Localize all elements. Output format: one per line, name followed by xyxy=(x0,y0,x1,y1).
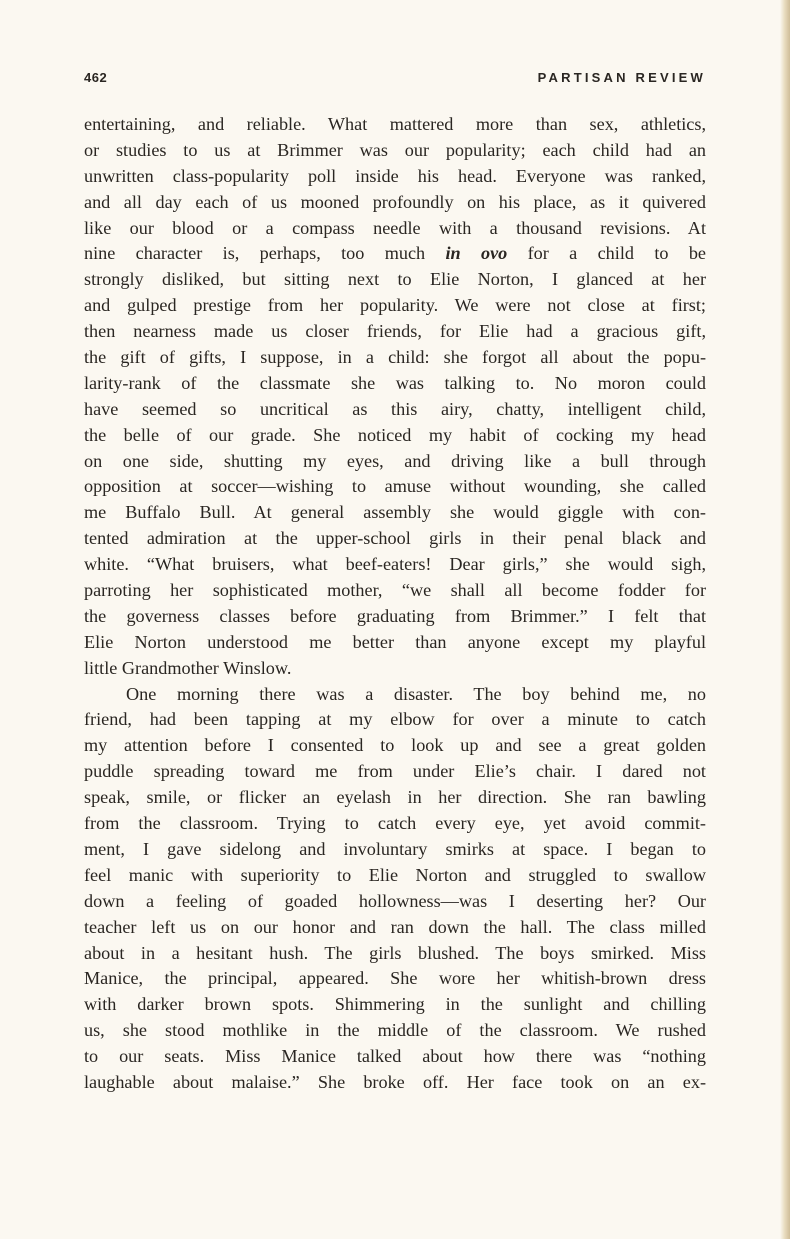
page-edge-shadow xyxy=(780,0,790,1239)
text-line: and gulped prestige from her popularity. We were not close at first; xyxy=(84,295,706,316)
text-line: and all day each of us mooned profoundly on his place, as it quivered xyxy=(84,191,706,212)
text-line: or studies to us at Brimmer was our popularity; each child had an xyxy=(84,139,706,160)
text-line: from the classroom. Trying to catch every eye, yet avoid commit- xyxy=(84,813,706,834)
text-line-segment: for a child to be xyxy=(507,243,706,264)
text-line: larity-rank of the classmate she was talking to. No moron could xyxy=(84,372,706,393)
paragraph-1 xyxy=(84,112,706,682)
text-line: Elie Norton understood me better than anyone except my playful xyxy=(84,631,706,652)
text-line: then nearness made us closer friends, for Elie had a gracious gift, xyxy=(84,321,706,342)
text-line: like our blood or a compass needle with a thousand revisions. At xyxy=(84,217,706,238)
text-line: ment, I gave sidelong and involuntary smirks at space. I began to xyxy=(84,838,706,859)
text-line: on one side, shutting my eyes, and driving like a bull through xyxy=(84,450,706,471)
text-line: friend, had been tapping at my elbow for over a minute to catch xyxy=(84,709,706,730)
page-number: 462 xyxy=(84,70,108,85)
text-line: the belle of our grade. She noticed my habit of cocking my head xyxy=(84,424,706,445)
text-line: parroting her sophisticated mother, “we shall all become fodder for xyxy=(84,580,706,601)
text-line: speak, smile, or flicker an eyelash in her direction. She ran bawling xyxy=(84,787,706,808)
text-line: us, she stood mothlike in the middle of the classroom. We rushed xyxy=(84,1020,706,1041)
italic-phrase: in ovo xyxy=(445,243,508,264)
text-line: strongly disliked, but sitting next to Elie Norton, I glanced at her xyxy=(84,269,706,290)
paragraph-2 xyxy=(84,682,706,1096)
text-line: teacher left us on our honor and ran down the hall. The class milled xyxy=(84,916,706,937)
text-line: little Grandmother Winslow. xyxy=(84,657,292,678)
text-line: have seemed so uncritical as this airy, chatty, intelligent child, xyxy=(84,398,706,419)
text-line: feel manic with superiority to Elie Norton and struggled to swallow xyxy=(84,864,706,885)
text-line: tented admiration at the upper-school girls in their penal black and xyxy=(84,528,706,549)
text-line: my attention before I consented to look up and see a great golden xyxy=(84,735,706,756)
text-line: unwritten class-popularity poll inside his head. Everyone was ranked, xyxy=(84,165,706,186)
text-line: me Buffalo Bull. At general assembly she would giggle with con- xyxy=(84,502,706,523)
text-line: laughable about malaise.” She broke off. Her face took on an ex- xyxy=(84,1071,706,1092)
text-line: Manice, the principal, appeared. She wore her whitish-brown dress xyxy=(84,968,706,989)
text-line: entertaining, and reliable. What mattered more than sex, athletics, xyxy=(84,114,706,134)
text-line: down a feeling of goaded hollowness—was I deserting her? Our xyxy=(84,890,706,911)
body-text xyxy=(84,112,706,1096)
text-line: the governess classes before graduating from Brimmer.” I felt that xyxy=(84,605,706,626)
text-line: the gift of gifts, I suppose, in a child: she forgot all about the popu- xyxy=(84,347,706,368)
text-line: about in a hesitant hush. The girls blushed. The boys smirked. Miss xyxy=(84,942,706,963)
text-line: One morning there was a disaster. The boy behind me, no xyxy=(126,683,706,704)
text-line: with darker brown spots. Shimmering in the sunlight and chilling xyxy=(84,994,706,1015)
text-line xyxy=(84,241,706,267)
journal-title: PARTISAN REVIEW xyxy=(537,70,706,85)
running-head xyxy=(84,70,706,90)
text-line-segment: nine character is, perhaps, too much xyxy=(84,243,446,264)
text-line: opposition at soccer—wishing to amuse without wounding, she called xyxy=(84,476,706,497)
text-line: white. “What bruisers, what beef-eaters! Dear girls,” she would sigh, xyxy=(84,554,706,575)
text-line: to our seats. Miss Manice talked about how there was “nothing xyxy=(84,1046,706,1067)
text-line: puddle spreading toward me from under Elie’s chair. I dared not xyxy=(84,761,706,782)
